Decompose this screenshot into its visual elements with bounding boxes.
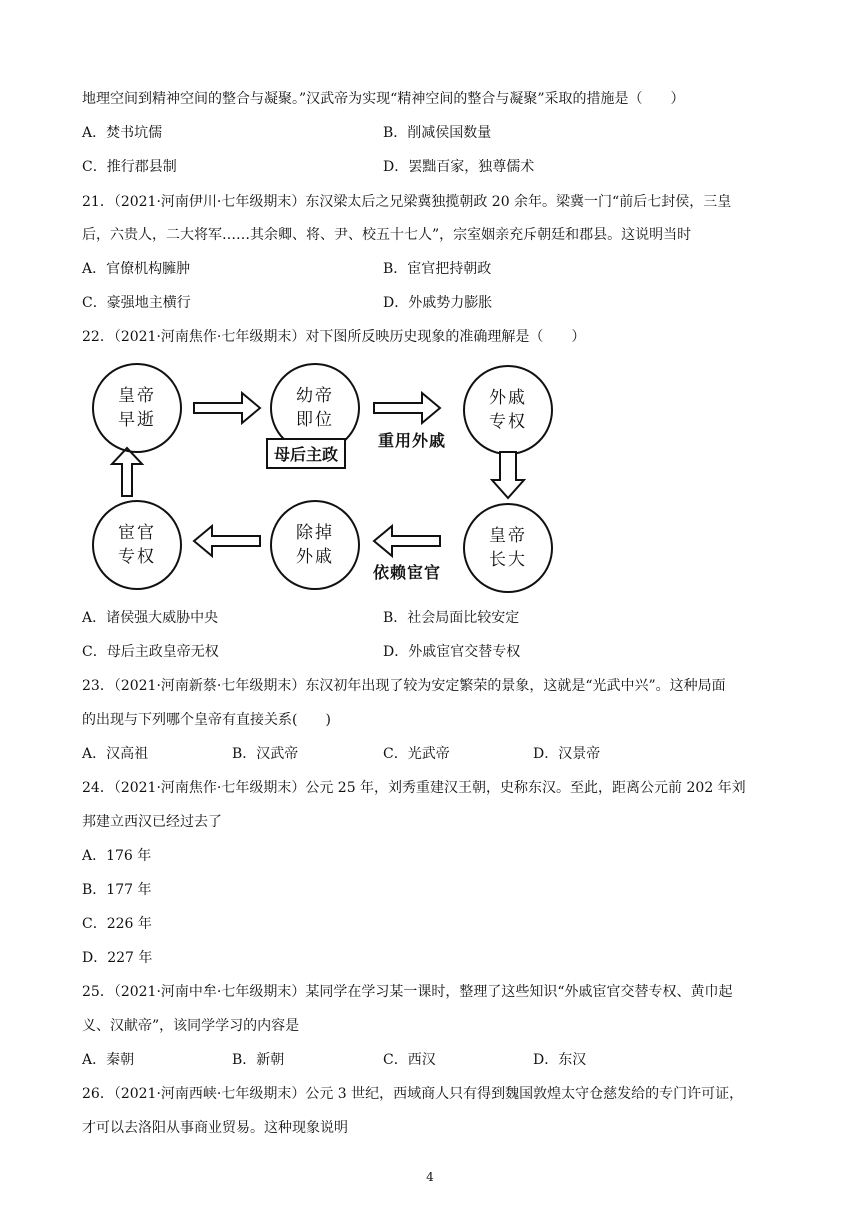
- q24-option-c[interactable]: C．226 年: [82, 916, 152, 932]
- q21-stem-line1: 21．（2021·河南伊川·七年级期末）东汉梁太后之兄梁冀独揽朝政 20 余年。梁冀一门“前后七封侯，三皇: [82, 194, 732, 210]
- arrow-left-2: [194, 526, 260, 556]
- q23-stem-line2: 的出现与下列哪个皇帝有直接关系( ): [82, 712, 331, 728]
- page-number: 4: [426, 1170, 434, 1184]
- node-text: 宦官: [118, 523, 156, 543]
- q24-stem-line2: 邦建立西汉已经过去了: [82, 814, 222, 830]
- q21-option-b[interactable]: B．宦官把持朝政: [383, 261, 492, 277]
- node-text: 皇帝: [118, 386, 156, 406]
- q25-option-b[interactable]: B．新朝: [232, 1052, 285, 1068]
- q23-stem-line1: 23．（2021·河南新蔡·七年级期末）东汉初年出现了较为安定繁荣的景象，这就是“光武中兴”。这种局面: [82, 678, 726, 694]
- q22-option-d[interactable]: D．外戚宦官交替专权: [383, 644, 521, 660]
- node-text: 早逝: [118, 410, 156, 430]
- q26-stem-line1: 26．（2021·河南西峡·七年级期末）公元 3 世纪，西域商人只有得到魏国敦煌太守仓慈发给的专门许可证，: [82, 1086, 744, 1102]
- arrow-right-1: [194, 393, 260, 423]
- q23-option-c[interactable]: C．光武帝: [383, 746, 450, 762]
- q20-option-d[interactable]: D．罢黜百家，独尊儒术: [383, 159, 535, 175]
- q24-stem-line1: 24．（2021·河南焦作·七年级期末）公元 25 年，刘秀重建汉王朝，史称东汉。至此，距离公元前 202 年刘: [82, 780, 746, 796]
- q20-option-b[interactable]: B．削减侯国数量: [383, 125, 492, 141]
- arrow-left-1: [374, 526, 440, 556]
- node-text: 外戚: [296, 547, 334, 567]
- label-rely-on-eunuchs: 依赖宦官: [373, 563, 442, 582]
- q21-option-d[interactable]: D．外戚势力膨胀: [383, 295, 493, 311]
- q22-option-c[interactable]: C．母后主政皇帝无权: [82, 644, 219, 660]
- node-emperor-grown: [463, 503, 553, 593]
- q23-option-a[interactable]: A．汉高祖: [82, 746, 149, 762]
- q25-stem-line2: 义、汉献帝”，该同学学习的内容是: [82, 1018, 300, 1034]
- q20-option-c[interactable]: C．推行郡县制: [82, 159, 177, 175]
- node-emperor-early-death: [92, 363, 182, 453]
- q21-option-c[interactable]: C．豪强地主横行: [82, 295, 191, 311]
- q24-option-a[interactable]: A．176 年: [82, 848, 152, 864]
- q25-option-a[interactable]: A．秦朝: [82, 1052, 135, 1068]
- node-text: 外戚: [489, 388, 527, 408]
- q21-stem-line2: 后，六贵人，二大将军……其余卿、将、尹、校五十七人”，宗室姻亲充斥朝廷和郡县。这说明当时: [82, 227, 692, 243]
- q21-option-a[interactable]: A．官僚机构臃肿: [82, 261, 191, 277]
- q25-option-d[interactable]: D．东汉: [533, 1052, 587, 1068]
- q24-option-d[interactable]: D．227 年: [82, 950, 153, 966]
- q23-option-b[interactable]: B．汉武帝: [232, 746, 299, 762]
- node-text: 长大: [489, 550, 527, 570]
- node-eunuch-power: [92, 500, 182, 590]
- q26-stem-line2: 才可以去洛阳从事商业贸易。这种现象说明: [82, 1120, 348, 1136]
- q25-stem-line1: 25．（2021·河南中牟·七年级期末）某同学在学习某一课时，整理了这些知识“外戚宦官交替专权、黄巾起: [82, 984, 733, 1000]
- q25-option-c[interactable]: C．西汉: [383, 1052, 436, 1068]
- arrow-down: [492, 452, 524, 498]
- arrow-down-svg: [490, 450, 526, 502]
- q22-option-a[interactable]: A．诸侯强大威胁中央: [82, 610, 219, 626]
- q23-option-d[interactable]: D．汉景帝: [533, 746, 601, 762]
- node-text: 除掉: [296, 523, 334, 543]
- q20-stem-tail: 地理空间到精神空间的整合与凝聚。”汉武帝为实现“精神空间的整合与凝聚”采取的措施是（ ）: [82, 91, 685, 107]
- arrow-right-2: [374, 393, 440, 423]
- empress-dowager-box: 母后主政: [266, 438, 346, 469]
- node-remove-relatives: [270, 500, 360, 590]
- label-rely-on-relatives: 重用外戚: [378, 431, 447, 450]
- node-text: 皇帝: [489, 526, 527, 546]
- q22-stem: 22．（2021·河南焦作·七年级期末）对下图所反映历史现象的准确理解是（ ）: [82, 329, 586, 345]
- arrow-up: [112, 448, 142, 496]
- node-consort-clan: [463, 365, 553, 455]
- q24-option-b[interactable]: B．177 年: [82, 882, 152, 898]
- node-text: 即位: [296, 410, 334, 430]
- node-text: 幼帝: [296, 386, 334, 406]
- q22-option-b[interactable]: B．社会局面比较安定: [383, 610, 520, 626]
- q20-option-a[interactable]: A．焚书坑儒: [82, 125, 163, 141]
- node-text: 专权: [489, 412, 527, 432]
- node-text: 专权: [118, 547, 156, 567]
